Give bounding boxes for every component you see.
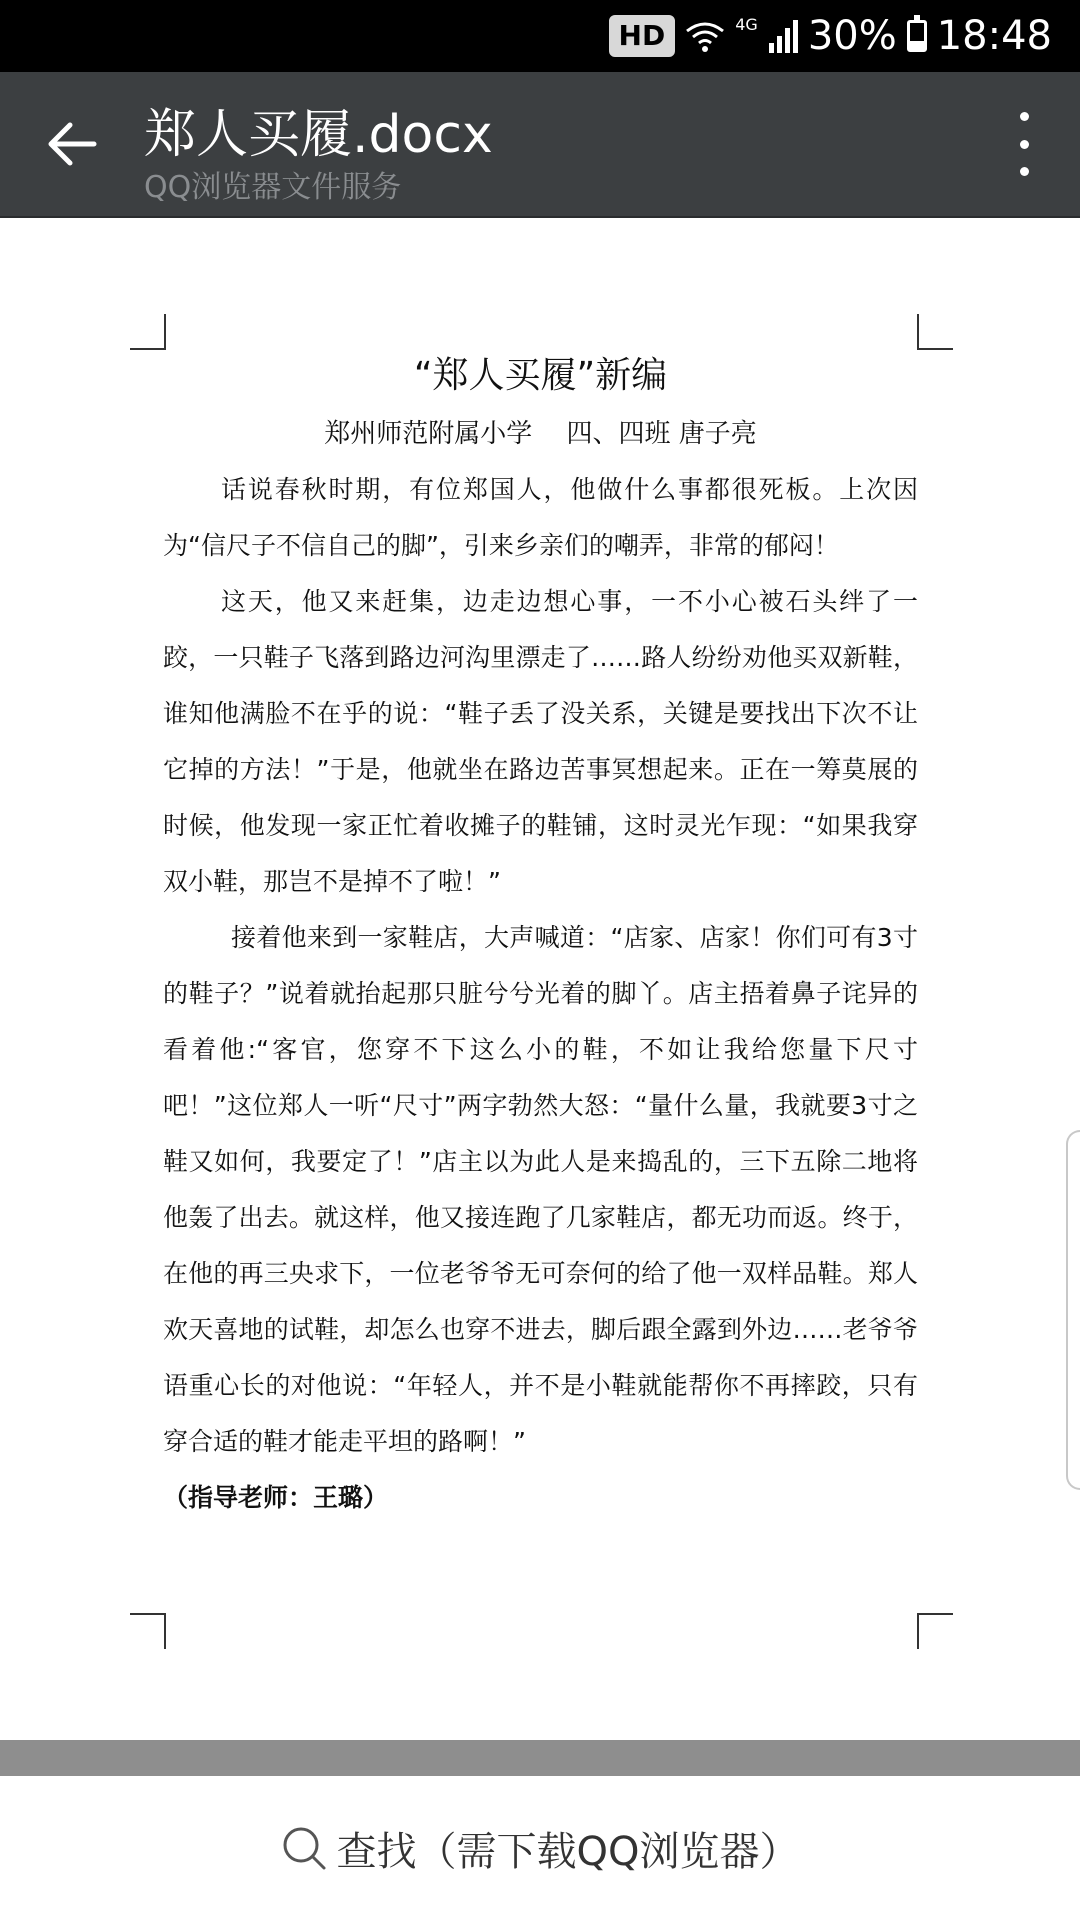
clock: 18:48: [936, 13, 1052, 59]
back-arrow-icon: [46, 121, 98, 167]
page-corner-bottom-right: [917, 1613, 953, 1649]
divider-strip: [0, 1740, 1080, 1776]
signal-icon: [768, 19, 798, 53]
hd-badge: HD: [609, 15, 676, 57]
document-page: [163, 346, 918, 1526]
status-icons: [609, 0, 1052, 72]
status-bar: [0, 0, 1080, 72]
document-author: 郑州师范附属小学 四、四班 唐子亮: [324, 419, 757, 449]
page-corner-top-left: [130, 314, 166, 350]
search-icon: [281, 1825, 327, 1871]
bottom-bar: [0, 1776, 1080, 1920]
file-title: 郑人买履.docx: [144, 105, 493, 165]
document-viewer[interactable]: [0, 218, 1080, 1740]
network-type-label: 4G: [735, 14, 758, 34]
app-bar: [0, 72, 1080, 218]
document-title: “郑人买履”新编: [413, 355, 668, 396]
more-options-button[interactable]: [994, 112, 1054, 176]
page-corner-top-right: [917, 314, 953, 350]
teacher-note: （指导老师：王璐）: [163, 1483, 389, 1512]
find-label: 查找（需下载QQ浏览器）: [336, 1828, 800, 1875]
battery-icon: [907, 20, 927, 52]
page-corner-bottom-left: [130, 1613, 166, 1649]
more-vertical-icon: [1020, 112, 1029, 121]
wifi-icon: [685, 19, 725, 53]
paragraph: 接着他来到一家鞋店，大声喊道：“店家、店家！你们可有3寸的鞋子？”说着就抬起那只脏兮兮光着的脚丫。店主捂着鼻子诧异的看着他:“客官，您穿不下这么小的鞋，不如让我给您量下尺寸吧！”这位郑人一听“尺寸”两字勃然大怒：“量什么量，我就要3寸之鞋又如何，我要定了！”店主以为此人是来捣乱的，三下五除二地将他轰了出去。就这样，他又接连跑了几家鞋店，都无功而返。终于，在他的再三央求下，一位老爷爷无可奈何的给了他一双样品鞋。郑人欢天喜地的试鞋，却怎么也穿不进去，脚后跟全露到外边……老爷爷语重心长的对他说：“年轻人，并不是小鞋就能帮你不再摔跤，只有穿合适的鞋才能走平坦的路啊！”: [163, 923, 918, 1456]
find-button[interactable]: [281, 1820, 800, 1877]
paragraph: 这天，他又来赶集，边走边想心事，一不小心被石头绊了一跤，一只鞋子飞落到路边河沟里漂走了……路人纷纷劝他买双新鞋，谁知他满脸不在乎的说：“鞋子丢了没关系，关键是要找出下次不让它掉的方法！”于是，他就坐在路边苦事冥想起来。正在一筹莫展的时候，他发现一家正忙着收摊子的鞋铺，这时灵光乍现：“如果我穿双小鞋，那岂不是掉不了啦！”: [163, 587, 918, 896]
back-button[interactable]: [36, 108, 108, 180]
fast-scroll-handle[interactable]: [1066, 1130, 1080, 1490]
file-subtitle: QQ浏览器文件服务: [144, 170, 402, 205]
paragraph: 话说春秋时期，有位郑国人，他做什么事都很死板。上次因为“信尺子不信自己的脚”，引来乡亲们的嘲弄，非常的郁闷！: [163, 475, 918, 560]
battery-percent: 30%: [807, 13, 897, 59]
